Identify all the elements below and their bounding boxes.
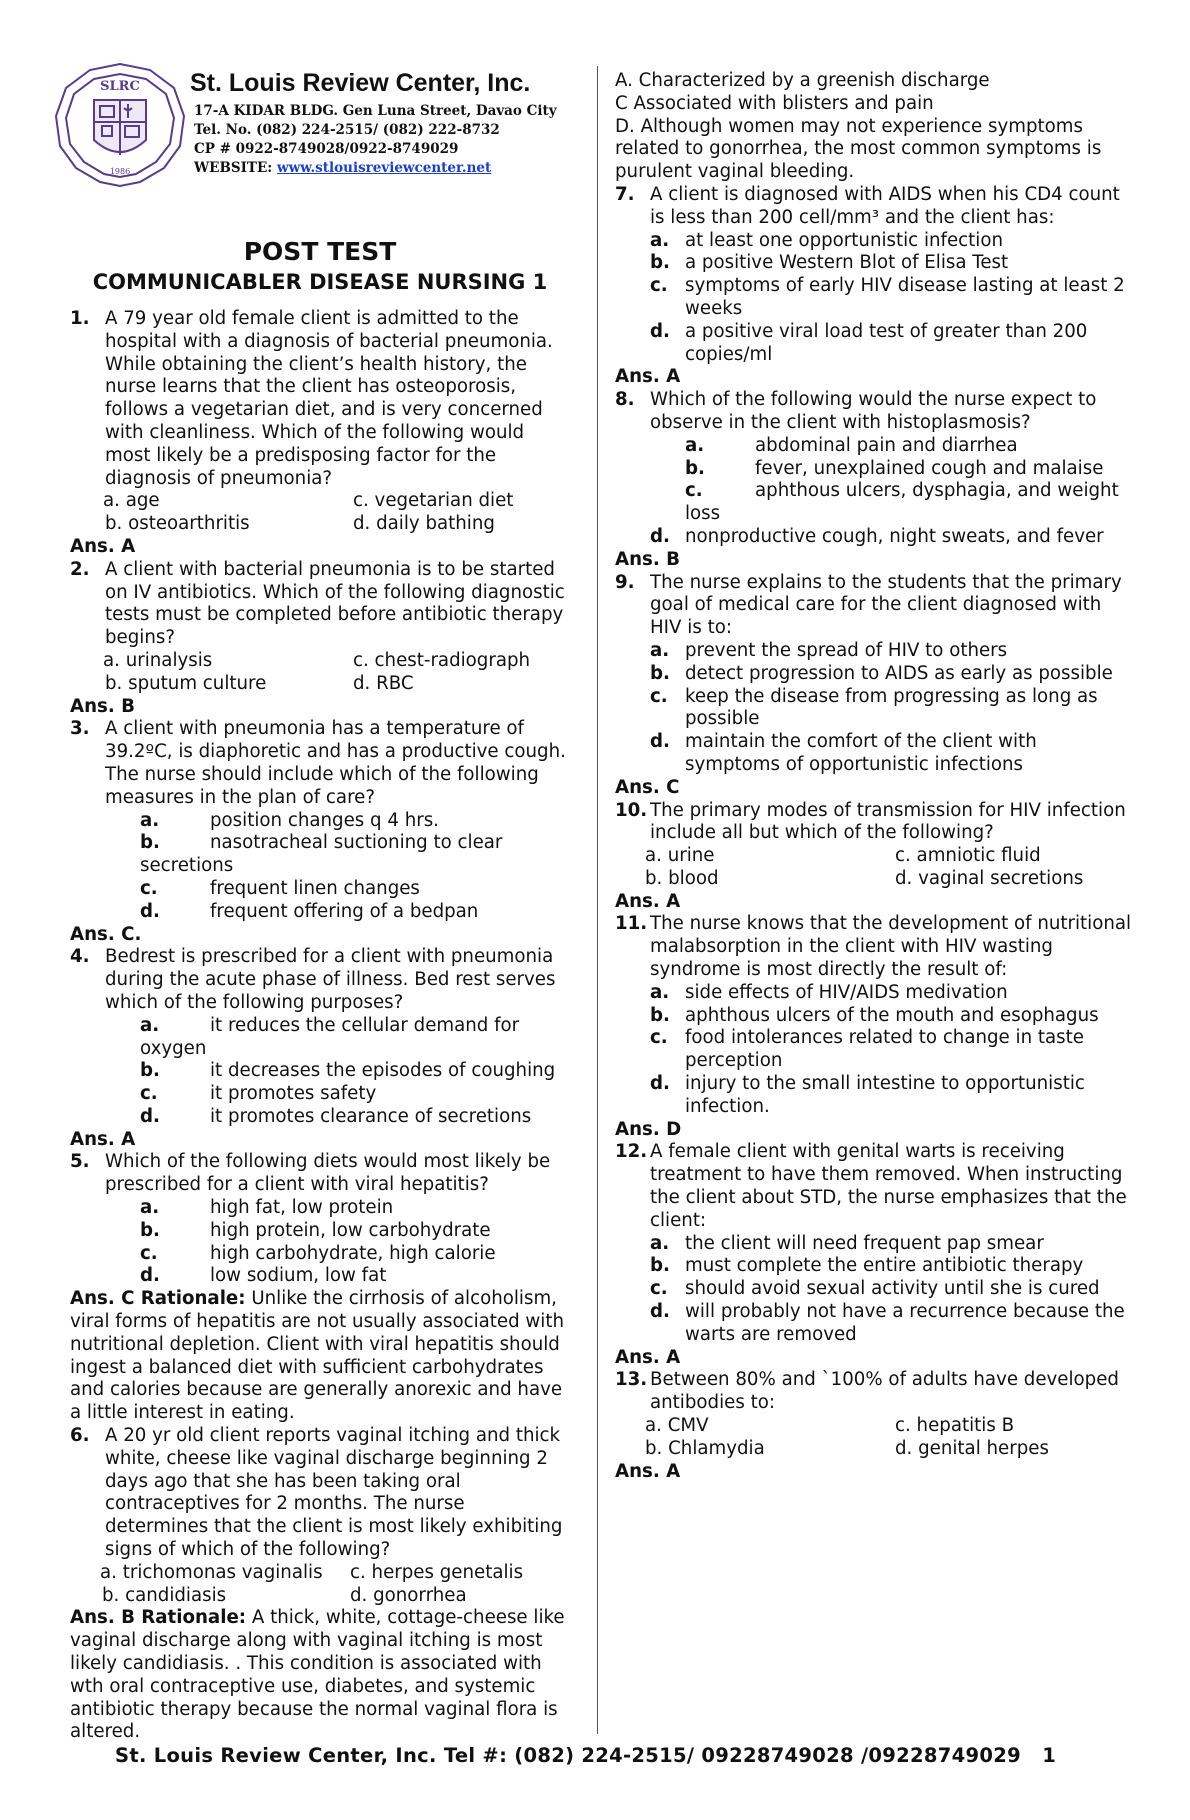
option-text: high fat, low protein <box>210 1197 394 1219</box>
question-text: A 79 year old female client is admitted to the hospital with a diagnosis of bacterial pneumonia. While obtaining the client’s health history, the nurse learns that the client has osteoporosis, follows a vegetarian diet, and is very concerned with cleanliness. Which of the following would most likely be a predisposing factor for the diagnosis of pneumonia? <box>105 308 553 489</box>
option-letter: a. <box>140 1197 160 1219</box>
option-c <box>650 275 1135 321</box>
option-letter: a. <box>650 639 670 661</box>
question-number: 9. <box>615 571 635 593</box>
option-b: b. candidiasis <box>102 1584 227 1606</box>
option-text: detect progression to AIDS as early as possible <box>685 662 1113 684</box>
option-letter: b. <box>650 662 670 684</box>
option-text: high protein, low carbohydrate <box>210 1219 491 1241</box>
option-letter: d. <box>140 900 160 922</box>
option-a <box>140 1197 570 1220</box>
question-number: 13. <box>615 1369 648 1391</box>
option-letter: d. <box>650 1073 670 1095</box>
option-letter: b. <box>650 1004 670 1026</box>
option-text: injury to the small intestine to opportunistic infection. <box>685 1073 1085 1117</box>
question-text: Which of the following diets would most likely be prescribed for a client with viral hepatitis? <box>105 1151 551 1196</box>
option-a <box>140 810 570 833</box>
option-b <box>650 252 1135 275</box>
option-text: keep the disease from progressing as long as possible <box>685 685 1098 730</box>
option-letter: a. <box>650 229 670 251</box>
option-text: low sodium, low fat <box>210 1265 387 1287</box>
option-d: d. vaginal secretions <box>895 867 1084 889</box>
org-tel: Tel. No. (082) 224-2515/ (082) 222-8732 <box>194 122 500 138</box>
option-c <box>140 878 570 901</box>
svg-text:SLRC: SLRC <box>100 79 140 94</box>
answer: Ans. A <box>70 1128 136 1150</box>
letterhead <box>70 66 570 186</box>
option-d <box>650 731 1135 777</box>
option-letter: c. <box>650 1278 668 1300</box>
question-4 <box>70 946 570 1014</box>
answer: Ans. A <box>615 366 681 388</box>
option-text: side effects of HIV/AIDS medivation <box>685 981 1008 1003</box>
option-text: must complete the entire antibiotic therapy <box>685 1255 1084 1277</box>
question-number: 12. <box>615 1141 648 1163</box>
option-letter: a. <box>140 809 160 831</box>
question-text: A client with bacterial pneumonia is to be started on IV antibiotics. Which of the following diagnostic tests must be completed before antibiotic therapy begins? <box>105 558 565 649</box>
website-link[interactable]: www.stlouisreviewcenter.net <box>276 160 492 176</box>
option-a <box>685 435 1135 458</box>
question-number: 6. <box>70 1425 90 1447</box>
option-text: fever, unexplained cough and malaise <box>755 457 1104 479</box>
question-1 <box>70 308 570 490</box>
options <box>615 1415 1135 1461</box>
option-text: abdominal pain and diarrhea <box>755 434 1018 456</box>
rationale-text: Unlike the cirrhosis of alcoholism, viral forms of hepatitis are not usually associated with nutritional depletion. Client with viral hepatitis should ingest a balanced diet with sufficient carbohydrates and calories because are generally anorexic and have a little interest in eating. <box>70 1288 565 1424</box>
option-letter: b. <box>685 457 705 479</box>
option-text: it decreases the episodes of coughing <box>210 1060 556 1082</box>
option-text: food intolerances related to change in taste perception <box>685 1027 1084 1072</box>
question-5 <box>70 1151 570 1197</box>
option-a <box>650 982 1135 1005</box>
option-letter: b. <box>650 1255 670 1277</box>
answer-rationale <box>70 1607 570 1744</box>
answer: Ans. B <box>615 548 680 570</box>
option-text: aphthous ulcers of the mouth and esophagus <box>685 1004 1099 1026</box>
option-d <box>140 1106 570 1129</box>
option-letter: d. <box>140 1265 160 1287</box>
org-contact <box>194 102 557 178</box>
page-title: POST TEST <box>243 237 397 266</box>
slrc-logo <box>50 60 190 188</box>
option-letter: b. <box>140 1219 160 1241</box>
right-column <box>615 70 1135 1483</box>
option-letter: c. <box>140 1242 158 1264</box>
question-text: A client is diagnosed with AIDS when his CD4 count is less than 200 cell/mm³ and the client has: <box>650 183 1120 228</box>
rationale-text: A thick, white, cottage-cheese like vaginal discharge along with vaginal itching is most likely candidiasis. . This condition is associated with wth oral contraceptive use, diabetes, and systemic antibiotic therapy because the normal vaginal flora is altered. <box>70 1607 565 1743</box>
svg-text:1986: 1986 <box>109 167 131 176</box>
question-8 <box>615 389 1135 435</box>
option-letter: c. <box>650 275 668 297</box>
question-text: Between 80% and `100% of adults have developed antibodies to: <box>650 1369 1119 1414</box>
option-b <box>140 1060 570 1083</box>
answer: Ans. A <box>615 1460 681 1482</box>
option-a: a. urine <box>645 845 715 867</box>
option-letter: d. <box>650 525 670 547</box>
website-label: WEBSITE: <box>194 160 277 176</box>
answer: Ans. A <box>615 1346 681 1368</box>
org-cp: CP # 0922-8749028/0922-8749029 <box>194 141 459 157</box>
option-text: it promotes clearance of secretions <box>210 1105 532 1127</box>
options <box>615 845 1135 891</box>
option-text: nonproductive cough, night sweats, and fever <box>685 525 1104 547</box>
rationale-a: A. Characterized by a greenish discharge <box>615 70 990 91</box>
answer: Ans. C <box>615 776 680 798</box>
option-text: nasotracheal suctioning to clear secretions <box>140 832 503 877</box>
question-number: 10. <box>615 799 648 821</box>
page-footer <box>115 1744 1056 1767</box>
org-website-line <box>194 159 557 178</box>
question-number: 2. <box>70 558 90 580</box>
option-letter: a. <box>140 1014 160 1036</box>
option-text: position changes q 4 hrs. <box>210 809 439 831</box>
rationale-c: C Associated with blisters and pain <box>615 92 934 114</box>
answer: Ans. C. <box>70 923 142 945</box>
option-letter: c. <box>140 1083 158 1105</box>
option-a <box>650 1233 1135 1256</box>
question-number: 3. <box>70 718 90 740</box>
option-text: prevent the spread of HIV to others <box>685 639 1008 661</box>
left-column <box>70 66 570 1744</box>
option-b: b. sputum culture <box>105 672 267 694</box>
option-letter: b. <box>650 252 670 274</box>
option-a <box>140 1015 570 1061</box>
option-text: the client will need frequent pap smear <box>685 1232 1044 1254</box>
org-name: St. Louis Review Center, Inc. <box>190 69 531 97</box>
option-b: b. osteoarthritis <box>105 513 250 535</box>
column-divider <box>597 66 598 1734</box>
option-c: c. herpes genetalis <box>350 1561 524 1583</box>
option-c: c. amniotic fluid <box>895 845 1041 867</box>
option-letter: c. <box>650 1027 668 1049</box>
answer: Ans. A <box>70 535 136 557</box>
option-text: will probably not have a recurrence because the warts are removed <box>685 1301 1125 1345</box>
option-a <box>650 230 1135 253</box>
option-c: c. vegetarian diet <box>353 490 514 512</box>
option-d <box>650 1301 1135 1347</box>
option-c <box>140 1083 570 1106</box>
answer: Ans. B Rationale: <box>70 1607 247 1629</box>
option-text: at least one opportunistic infection <box>685 229 1003 251</box>
question-number: 8. <box>615 389 635 411</box>
option-c: c. hepatitis B <box>895 1415 1015 1437</box>
question-11 <box>615 913 1135 981</box>
option-b: b. blood <box>645 867 719 889</box>
answer: Ans. D <box>615 1118 682 1140</box>
option-letter: d. <box>650 1301 670 1323</box>
option-b: b. Chlamydia <box>645 1437 765 1459</box>
option-c <box>650 686 1135 732</box>
option-text: aphthous ulcers, dysphagia, and weight loss <box>685 480 1119 525</box>
options <box>70 650 570 696</box>
option-text: frequent linen changes <box>210 877 420 899</box>
option-letter: d. <box>650 320 670 342</box>
option-letter: a. <box>650 1232 670 1254</box>
option-b <box>650 1255 1135 1278</box>
option-b <box>685 458 1135 481</box>
question-3 <box>70 718 570 809</box>
org-address: 17-A KIDAR BLDG. Gen Luna Street, Davao City <box>194 103 557 119</box>
question-2 <box>70 559 570 650</box>
option-d <box>650 526 1135 549</box>
option-c <box>685 480 1135 526</box>
option-d: d. RBC <box>353 672 414 694</box>
question-text: A female client with genital warts is receiving treatment to have them removed. When instructing the client about STD, the nurse emphasizes that the client: <box>650 1141 1127 1231</box>
options <box>70 490 570 536</box>
option-text: high carbohydrate, high calorie <box>210 1242 496 1264</box>
option-text: a positive Western Blot of Elisa Test <box>685 252 1009 274</box>
answer: Ans. C Rationale: <box>70 1288 246 1310</box>
option-a: a. trichomonas vaginalis <box>100 1561 323 1583</box>
option-c <box>650 1027 1135 1073</box>
option-text: it promotes safety <box>210 1083 377 1105</box>
option-letter: c. <box>140 877 158 899</box>
option-d: d. gonorrhea <box>350 1584 467 1606</box>
question-text: A client with pneumonia has a temperature of 39.2ºC, is diaphoretic and has a productive cough. The nurse should include which of the following measures in the plan of care? <box>105 718 566 808</box>
question-number: 7. <box>615 183 635 205</box>
rationale-d: D. Although women may not experience symptoms related to gonorrhea, the most common symptoms is purulent vaginal bleeding. <box>615 115 1102 183</box>
option-c <box>650 1278 1135 1301</box>
question-number: 4. <box>70 946 90 968</box>
option-a: a. urinalysis <box>103 649 213 671</box>
option-b <box>650 663 1135 686</box>
question-7 <box>615 184 1135 230</box>
answer-rationale <box>70 1288 570 1425</box>
option-a <box>650 640 1135 663</box>
answer: Ans. B <box>70 695 135 717</box>
question-text: Which of the following would the nurse expect to observe in the client with histoplasmosis? <box>650 389 1097 433</box>
question-12 <box>615 1141 1135 1232</box>
option-a: a. CMV <box>645 1415 709 1437</box>
question-text: A 20 yr old client reports vaginal itching and thick white, cheese like vaginal discharge beginning 2 days ago that she has been taking oral contraceptives for 2 months. The nurse determines that the client is most likely exhibiting signs of which of the following? <box>105 1425 563 1561</box>
footer-text: St. Louis Review Center, Inc. Tel #: (082) 224-2515/ 09228749028 /09228749029 <box>115 1744 1021 1767</box>
option-text: maintain the comfort of the client with symptoms of opportunistic infections <box>685 731 1037 775</box>
option-text: symptoms of early HIV disease lasting at least 2 weeks <box>685 275 1125 319</box>
page-number: 1 <box>1042 1744 1057 1767</box>
option-b <box>140 832 570 878</box>
option-text: it reduces the cellular demand for oxygen <box>140 1014 520 1059</box>
option-b <box>140 1220 570 1243</box>
option-letter: a. <box>685 434 705 456</box>
options <box>70 1562 570 1608</box>
question-9 <box>615 572 1135 640</box>
option-letter: a. <box>650 981 670 1003</box>
option-c: c. chest-radiograph <box>353 649 531 671</box>
option-letter: d. <box>140 1105 160 1127</box>
question-text: The nurse explains to the students that the primary goal of medical care for the client diagnosed with HIV is to: <box>650 571 1122 639</box>
option-letter: b. <box>140 832 160 854</box>
question-number: 11. <box>615 913 648 935</box>
option-d <box>140 901 570 924</box>
question-number: 5. <box>70 1151 90 1173</box>
option-letter: c. <box>650 685 668 707</box>
option-b <box>650 1005 1135 1028</box>
question-10 <box>615 800 1135 846</box>
question-6 <box>70 1425 570 1562</box>
option-c <box>140 1243 570 1266</box>
question-text: The primary modes of transmission for HIV infection include all but which of the following? <box>650 799 1126 844</box>
page-subtitle: COMMUNICABLER DISEASE NURSING 1 <box>92 270 548 294</box>
option-letter: c. <box>685 480 703 502</box>
question-text: Bedrest is prescribed for a client with pneumonia during the acute phase of illness. Bed rest serves which of the following purposes? <box>105 946 556 1013</box>
option-d <box>650 321 1135 367</box>
question-text: The nurse knows that the development of nutritional malabsorption in the client with HIV wasting syndrome is most directly the result of: <box>650 913 1132 981</box>
option-d <box>140 1265 570 1288</box>
answer: Ans. A <box>615 890 681 912</box>
option-text: frequent offering of a bedpan <box>210 900 479 922</box>
question-13 <box>615 1369 1135 1415</box>
option-text: a positive viral load test of greater than 200 copies/ml <box>685 320 1088 365</box>
option-letter: d. <box>650 731 670 753</box>
option-letter: b. <box>140 1060 160 1082</box>
option-d: d. genital herpes <box>895 1437 1049 1459</box>
option-d: d. daily bathing <box>353 513 495 535</box>
option-a: a. age <box>103 490 160 512</box>
option-text: should avoid sexual activity until she is cured <box>685 1278 1100 1300</box>
question-number: 1. <box>70 308 90 329</box>
option-d <box>650 1073 1135 1119</box>
